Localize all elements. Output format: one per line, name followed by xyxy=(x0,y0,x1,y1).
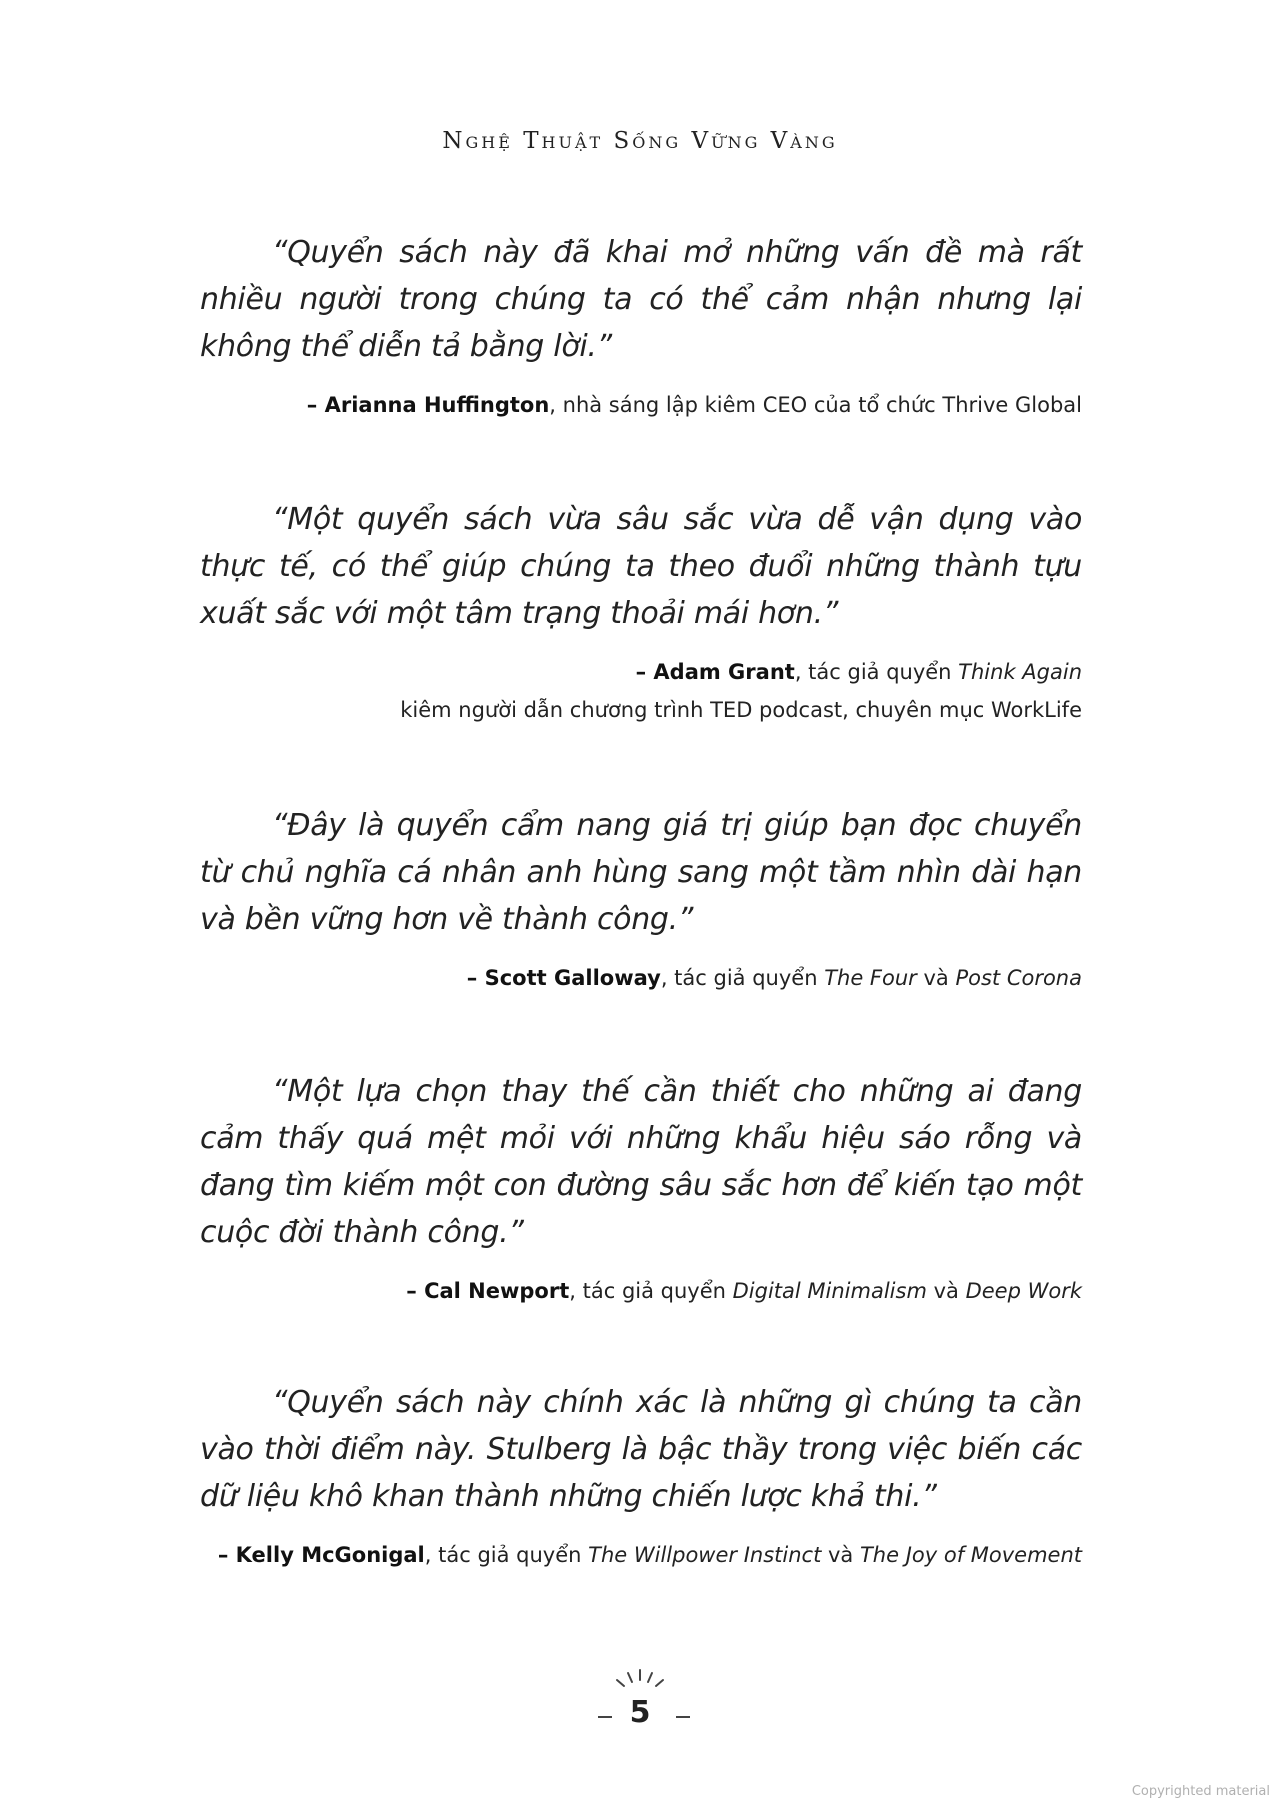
attribution xyxy=(200,653,1082,729)
quote-text: “Quyển sách này đã khai mở những vấn đề mà rất nhiều người trong chúng ta có thể cảm nhận nhưng lại không thể diễn tả bằng lời.” xyxy=(200,235,1082,364)
author-description: , tác giả quyển xyxy=(424,1543,589,1567)
quote-text: “Quyển sách này chính xác là những gì chúng ta cần vào thời điểm này. Stulberg là bậc thầy trong việc biến các dữ liệu khô khan thành những chiến lược khả thi.” xyxy=(200,1385,1082,1514)
author-name: – Adam Grant xyxy=(635,660,795,684)
author-description-line2: kiêm người dẫn chương trình TED podcast, chuyên mục WorkLife xyxy=(400,698,1082,722)
quote-block xyxy=(200,802,1082,997)
running-header: Nghệ Thuật Sống Vững Vàng xyxy=(442,128,838,154)
quote-text: “Đây là quyển cẩm nang giá trị giúp bạn đọc chuyển từ chủ nghĩa cá nhân anh hùng sang một tầm nhìn dài hạn và bền vững hơn về thành công.” xyxy=(200,808,1082,937)
quote-block xyxy=(200,496,1082,729)
author-name: – Kelly McGonigal xyxy=(217,1543,425,1567)
book-title: Digital Minimalism xyxy=(732,1279,927,1303)
dash-decoration xyxy=(676,1716,690,1718)
conjunction: và xyxy=(926,1279,966,1303)
author-description: , tác giả quyển xyxy=(794,660,959,684)
quote-block xyxy=(200,1068,1082,1310)
quote-text: “Một quyển sách vừa sâu sắc vừa dễ vận dụng vào thực tế, có thể giúp chúng ta theo đuổi những thành tựu xuất sắc với một tâm trạng thoải mái hơn.” xyxy=(200,502,1082,631)
author-name: – Cal Newport xyxy=(406,1279,570,1303)
book-title: Deep Work xyxy=(965,1279,1082,1303)
conjunction: và xyxy=(916,966,956,990)
author-name: – Arianna Huffington xyxy=(306,393,550,417)
quote-text: “Một lựa chọn thay thế cần thiết cho những ai đang cảm thấy quá mệt mỏi với những khẩu hiệu sáo rỗng và đang tìm kiếm một con đường sâu sắc hơn để kiến tạo một cuộc đời thành công.” xyxy=(200,1074,1082,1250)
conjunction: và xyxy=(821,1543,860,1567)
quote-block xyxy=(200,229,1082,424)
author-description: , nhà sáng lập kiêm CEO của tổ chức Thrive Global xyxy=(549,393,1082,417)
author-description: , tác giả quyển xyxy=(660,966,825,990)
page-number: 5 xyxy=(629,1695,651,1730)
book-title: The Joy of Movement xyxy=(859,1543,1082,1567)
attribution xyxy=(200,1272,1082,1310)
book-title: The Four xyxy=(824,966,917,990)
book-title: The Willpower Instinct xyxy=(588,1543,822,1567)
attribution xyxy=(200,1536,1082,1574)
author-description: , tác giả quyển xyxy=(569,1279,733,1303)
quote-block xyxy=(200,1379,1082,1574)
attribution xyxy=(200,959,1082,997)
copyright-notice: Copyrighted material xyxy=(1131,1784,1270,1799)
author-name: – Scott Galloway xyxy=(466,966,661,990)
sunburst-icon xyxy=(590,1666,690,1696)
book-title: Post Corona xyxy=(955,966,1082,990)
book-title: Think Again xyxy=(958,660,1082,684)
attribution xyxy=(200,386,1082,424)
